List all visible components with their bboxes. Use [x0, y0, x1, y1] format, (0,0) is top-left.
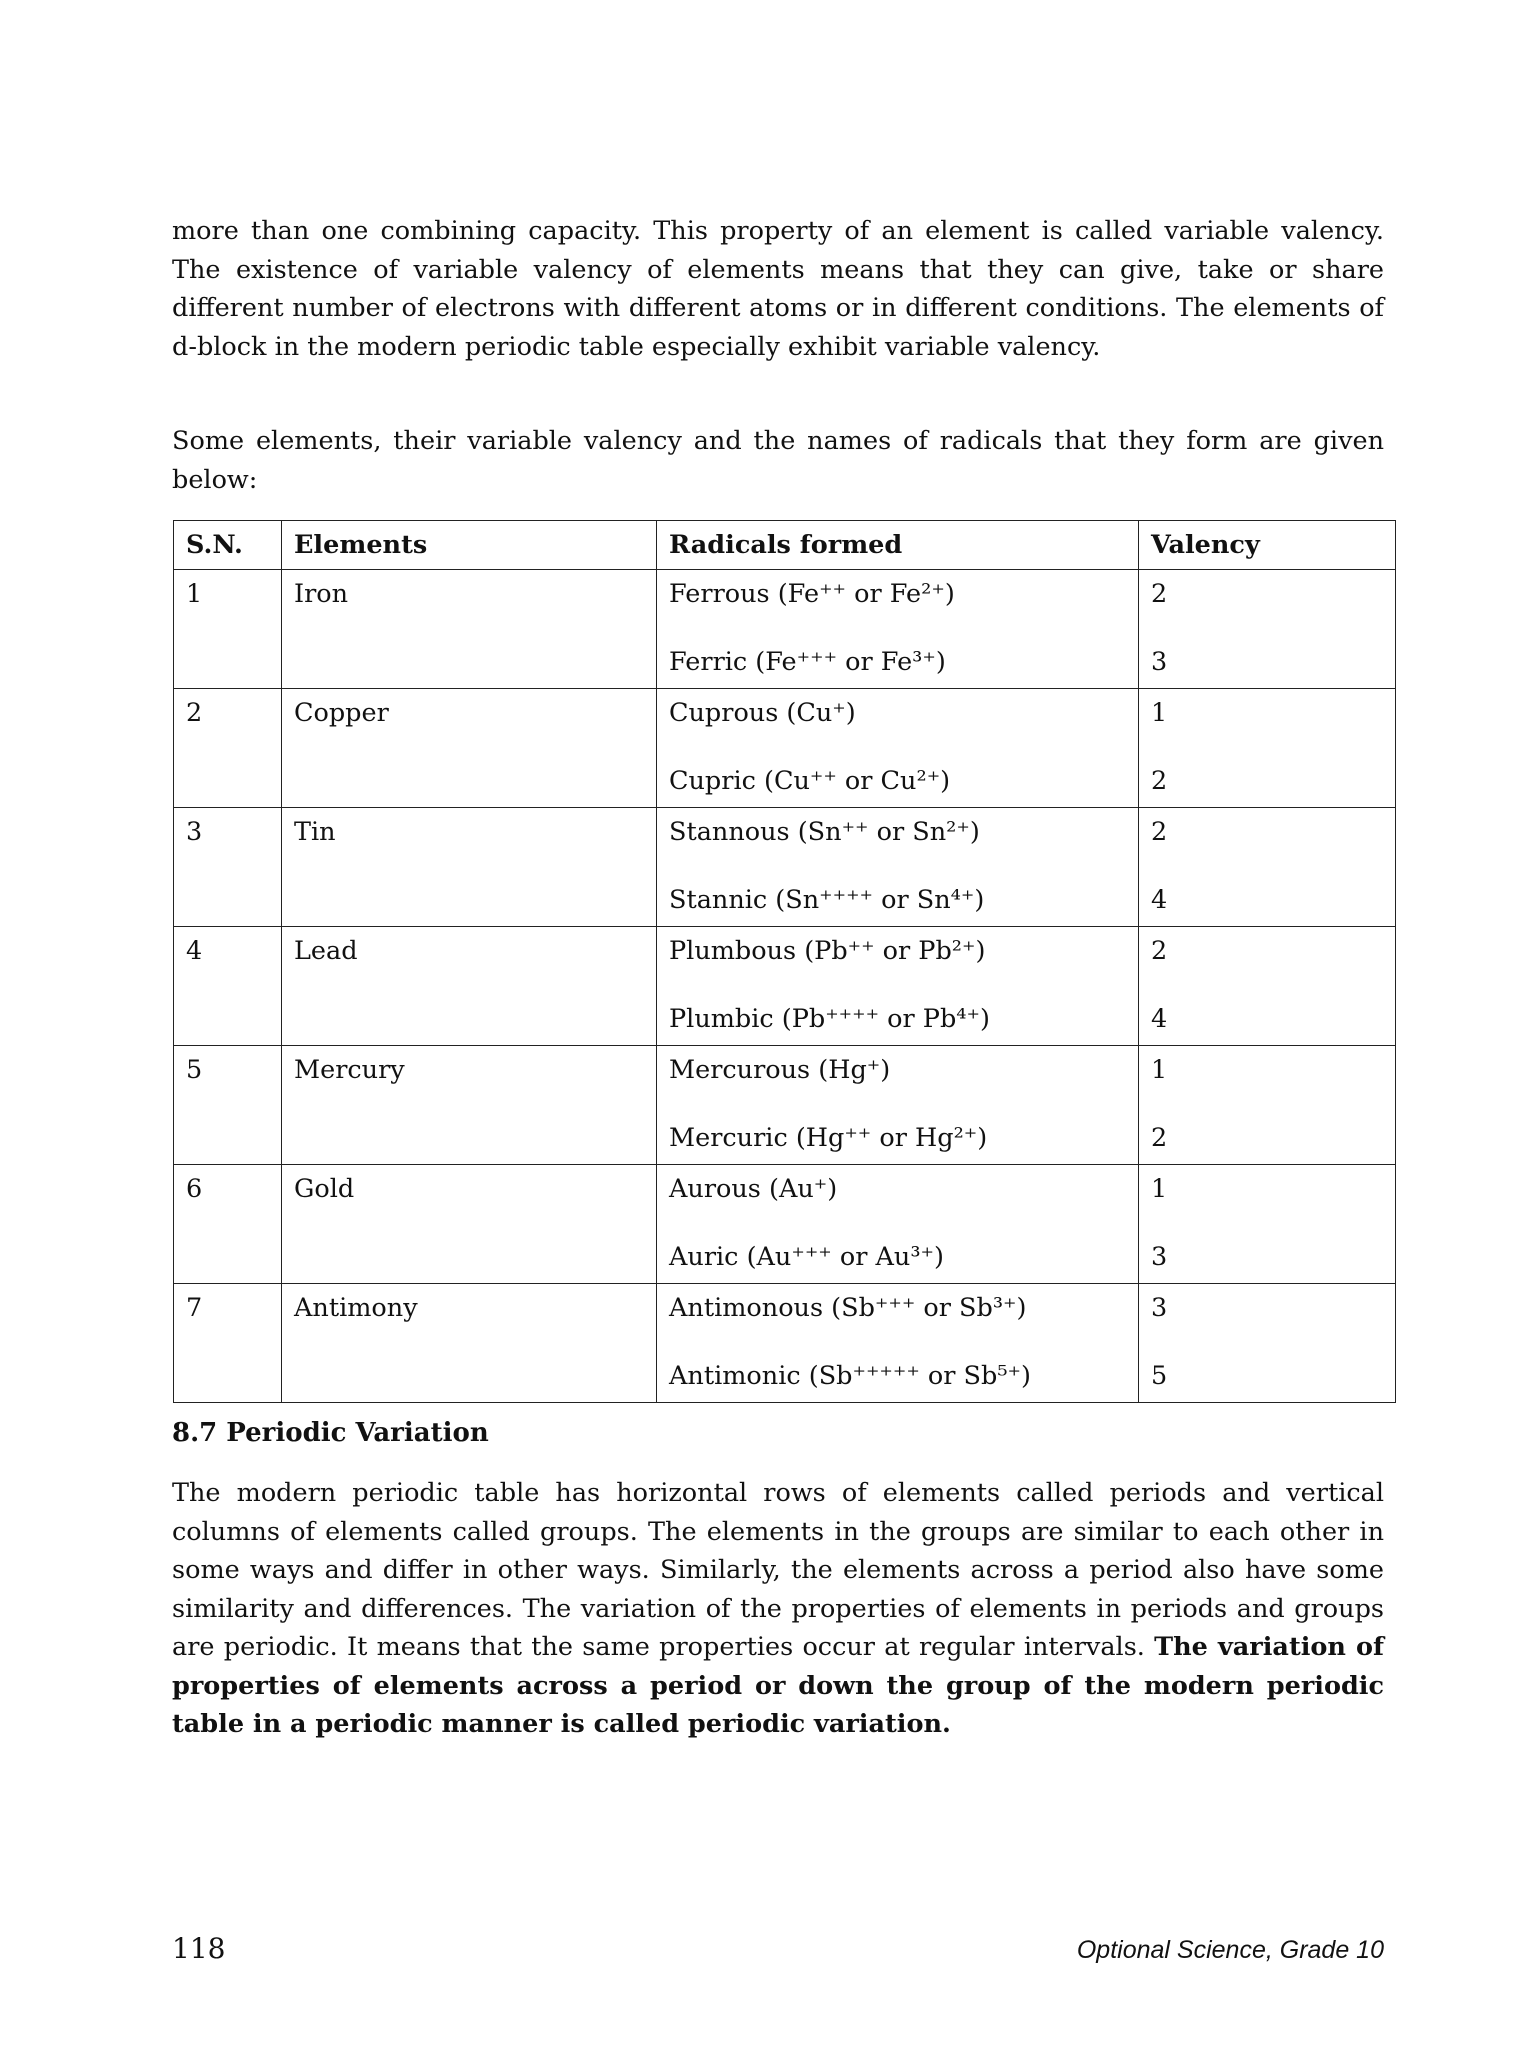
- sn: 4: [186, 936, 203, 966]
- radical: Antimonous (Sb⁺⁺⁺ or Sb³⁺): [669, 1293, 1027, 1323]
- variable-valency-table: [173, 520, 1396, 1403]
- sn: 3: [186, 817, 203, 847]
- sn: 5: [186, 1055, 203, 1085]
- element-cell: [282, 1165, 657, 1284]
- valency-cell: [1139, 808, 1396, 927]
- sn: 1: [186, 579, 203, 609]
- sn-cell: [174, 808, 282, 927]
- sn: 2: [186, 698, 203, 728]
- valency: 1: [1151, 1055, 1168, 1085]
- valency: 3: [1151, 1293, 1168, 1323]
- valency: 1: [1151, 1174, 1168, 1204]
- intro-paragraph: more than one combining capacity. This property of an element is called variable valency. The existence of variable valency of elements means that they can give, take or share different number of electrons with different atoms or in different conditions. The elements of d-block in the modern periodic table especially exhibit variable valency.: [172, 216, 1384, 362]
- valency-cell: [1139, 1284, 1396, 1403]
- radical: Stannous (Sn⁺⁺ or Sn²⁺): [669, 817, 980, 847]
- element-cell: [282, 808, 657, 927]
- radical: Antimonic (Sb⁺⁺⁺⁺⁺ or Sb⁵⁺): [669, 1361, 1031, 1391]
- sn: 7: [186, 1293, 203, 1323]
- header-elements: Elements: [282, 521, 657, 570]
- table-row: [174, 570, 1396, 689]
- valency: 3: [1151, 1242, 1168, 1272]
- element-name: Gold: [294, 1174, 355, 1204]
- radical: Mercuric (Hg⁺⁺ or Hg²⁺): [669, 1123, 988, 1153]
- valency: 1: [1151, 698, 1168, 728]
- sn-cell: [174, 927, 282, 1046]
- radical: Cupric (Cu⁺⁺ or Cu²⁺): [669, 766, 951, 796]
- sn-cell: [174, 1165, 282, 1284]
- table-row: [174, 1284, 1396, 1403]
- valency-cell: [1139, 927, 1396, 1046]
- element-name: Copper: [294, 698, 389, 728]
- element-cell: [282, 1046, 657, 1165]
- table-row: [174, 808, 1396, 927]
- radicals-cell: [657, 927, 1139, 1046]
- valency: 3: [1151, 647, 1168, 677]
- header-sn: S.N.: [174, 521, 282, 570]
- element-name: Tin: [294, 817, 336, 847]
- radicals-cell: [657, 808, 1139, 927]
- valency: 2: [1151, 579, 1168, 609]
- radical: Mercurous (Hg⁺): [669, 1055, 891, 1085]
- book-title: Optional Science, Grade 10: [1076, 1936, 1384, 1964]
- element-cell: [282, 689, 657, 808]
- radical: Auric (Au⁺⁺⁺ or Au³⁺): [669, 1242, 944, 1272]
- page-number: 118: [172, 1932, 226, 1965]
- element-name: Lead: [294, 936, 358, 966]
- table-row: [174, 689, 1396, 808]
- valency-cell: [1139, 1046, 1396, 1165]
- sn-cell: [174, 570, 282, 689]
- element-name: Mercury: [294, 1055, 405, 1085]
- sn-cell: [174, 1046, 282, 1165]
- element-cell: [282, 1284, 657, 1403]
- valency: 2: [1151, 766, 1168, 796]
- radical: Cuprous (Cu⁺): [669, 698, 856, 728]
- radical: Aurous (Au⁺): [669, 1174, 838, 1204]
- valency-cell: [1139, 1165, 1396, 1284]
- sn-cell: [174, 1284, 282, 1403]
- radical: Ferric (Fe⁺⁺⁺ or Fe³⁺): [669, 647, 946, 677]
- valency: 2: [1151, 817, 1168, 847]
- valency: 2: [1151, 1123, 1168, 1153]
- sn-cell: [174, 689, 282, 808]
- element-cell: [282, 927, 657, 1046]
- table-intro-paragraph: Some elements, their variable valency and the names of radicals that they form are given below:: [172, 426, 1384, 495]
- valency-cell: [1139, 689, 1396, 808]
- definition-text: The variation of properties of elements across a period or down the group of the modern periodic table in a periodic manner is called periodic variation.: [172, 1632, 1384, 1739]
- radical: Plumbic (Pb⁺⁺⁺⁺ or Pb⁴⁺): [669, 1004, 990, 1034]
- valency: 4: [1151, 885, 1168, 915]
- sn: 6: [186, 1174, 203, 1204]
- valency: 4: [1151, 1004, 1168, 1034]
- radicals-cell: [657, 1046, 1139, 1165]
- valency: 2: [1151, 936, 1168, 966]
- radicals-cell: [657, 1284, 1139, 1403]
- section-paragraph: [172, 1474, 1384, 1744]
- section-heading: 8.7 Periodic Variation: [172, 1418, 489, 1448]
- header-radicals: Radicals formed: [657, 521, 1139, 570]
- radical: Stannic (Sn⁺⁺⁺⁺ or Sn⁴⁺): [669, 885, 985, 915]
- element-name: Antimony: [294, 1293, 418, 1323]
- radicals-cell: [657, 1165, 1139, 1284]
- valency: 5: [1151, 1361, 1168, 1391]
- element-name: Iron: [294, 579, 349, 609]
- table-row: [174, 1046, 1396, 1165]
- table-header-row: [174, 521, 1396, 570]
- header-valency: Valency: [1139, 521, 1396, 570]
- element-cell: [282, 570, 657, 689]
- valency-cell: [1139, 570, 1396, 689]
- radicals-cell: [657, 689, 1139, 808]
- table-row: [174, 927, 1396, 1046]
- table-row: [174, 1165, 1396, 1284]
- radicals-cell: [657, 570, 1139, 689]
- radical: Plumbous (Pb⁺⁺ or Pb²⁺): [669, 936, 986, 966]
- section-text: The modern periodic table has horizontal rows of elements called periods and vertical columns of elements called groups. The elements in the groups are similar to each other in some ways and differ in other ways. Similarly, the elements across a period also have some similarity and differences. The variation of the properties of elements in periods and groups are periodic. It means that the same properties occur at regular intervals.: [172, 1478, 1384, 1662]
- radical: Ferrous (Fe⁺⁺ or Fe²⁺): [669, 579, 955, 609]
